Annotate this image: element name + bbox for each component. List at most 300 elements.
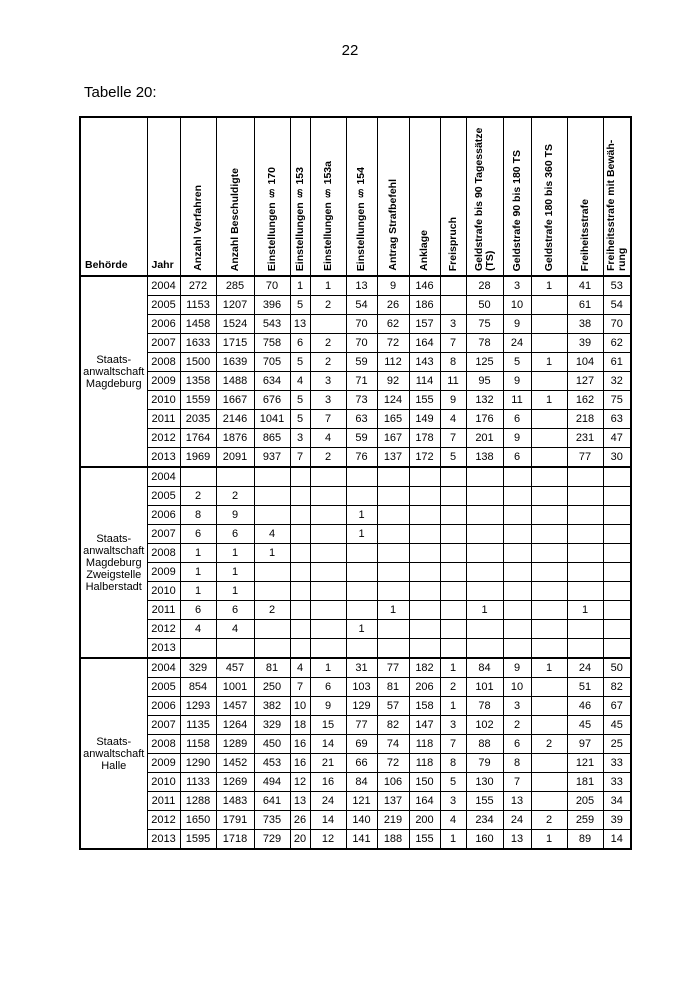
- value-cell: [440, 506, 466, 525]
- value-cell: 1: [531, 391, 567, 410]
- year-cell: 2009: [147, 563, 180, 582]
- value-cell: 1650: [180, 811, 216, 830]
- value-cell: 112: [377, 353, 409, 372]
- year-cell: 2007: [147, 525, 180, 544]
- value-cell: 15: [310, 716, 346, 735]
- value-cell: 7: [440, 334, 466, 353]
- year-cell: 2012: [147, 620, 180, 639]
- value-cell: 79: [466, 754, 503, 773]
- value-cell: 2091: [216, 448, 254, 468]
- value-cell: 705: [254, 353, 290, 372]
- header-row: [80, 117, 631, 276]
- value-cell: 66: [346, 754, 377, 773]
- value-cell: [290, 544, 310, 563]
- value-cell: 8: [440, 754, 466, 773]
- value-cell: [503, 487, 531, 506]
- value-cell: 758: [254, 334, 290, 353]
- value-cell: [254, 582, 290, 601]
- value-cell: [531, 639, 567, 659]
- value-cell: 329: [180, 658, 216, 678]
- value-cell: 1: [377, 601, 409, 620]
- value-cell: [603, 506, 631, 525]
- value-cell: 1135: [180, 716, 216, 735]
- value-cell: 160: [466, 830, 503, 850]
- value-cell: [377, 506, 409, 525]
- value-cell: 8: [503, 754, 531, 773]
- value-cell: 74: [377, 735, 409, 754]
- value-cell: 54: [603, 296, 631, 315]
- value-cell: 11: [503, 391, 531, 410]
- value-cell: [310, 525, 346, 544]
- value-cell: 45: [603, 716, 631, 735]
- value-cell: [567, 544, 603, 563]
- value-cell: 2035: [180, 410, 216, 429]
- value-cell: 1: [466, 601, 503, 620]
- value-cell: 200: [409, 811, 440, 830]
- value-cell: 82: [603, 678, 631, 697]
- value-cell: 78: [466, 334, 503, 353]
- value-cell: 1639: [216, 353, 254, 372]
- value-cell: [603, 563, 631, 582]
- value-cell: [409, 544, 440, 563]
- year-cell: 2006: [147, 506, 180, 525]
- table-row: [80, 830, 631, 850]
- value-cell: [216, 639, 254, 659]
- value-cell: 16: [290, 735, 310, 754]
- value-cell: [503, 582, 531, 601]
- value-cell: 2: [531, 735, 567, 754]
- value-cell: [290, 601, 310, 620]
- value-cell: [409, 639, 440, 659]
- value-cell: 4: [180, 620, 216, 639]
- value-cell: [466, 544, 503, 563]
- value-cell: 1264: [216, 716, 254, 735]
- value-cell: 9: [440, 391, 466, 410]
- value-cell: [567, 620, 603, 639]
- value-cell: 167: [377, 429, 409, 448]
- value-cell: 50: [603, 658, 631, 678]
- value-cell: 13: [290, 792, 310, 811]
- authority-cell: Staats-anwaltschaft Magdeburg: [80, 276, 147, 467]
- value-cell: 1: [180, 544, 216, 563]
- value-cell: [531, 410, 567, 429]
- year-cell: 2004: [147, 276, 180, 296]
- value-cell: 8: [180, 506, 216, 525]
- value-cell: 6: [180, 525, 216, 544]
- value-cell: [466, 487, 503, 506]
- value-cell: 219: [377, 811, 409, 830]
- column-header: [346, 117, 377, 276]
- year-cell: 2006: [147, 697, 180, 716]
- value-cell: 77: [346, 716, 377, 735]
- value-cell: 63: [346, 410, 377, 429]
- value-cell: 32: [603, 372, 631, 391]
- value-cell: 75: [603, 391, 631, 410]
- table-row: [80, 372, 631, 391]
- value-cell: [531, 601, 567, 620]
- value-cell: 1: [346, 506, 377, 525]
- table-row: [80, 353, 631, 372]
- value-cell: 457: [216, 658, 254, 678]
- value-cell: 453: [254, 754, 290, 773]
- value-cell: [290, 525, 310, 544]
- value-cell: [603, 620, 631, 639]
- value-cell: [503, 639, 531, 659]
- value-cell: 88: [466, 735, 503, 754]
- value-cell: 73: [346, 391, 377, 410]
- value-cell: 1: [216, 563, 254, 582]
- value-cell: [409, 487, 440, 506]
- value-cell: 231: [567, 429, 603, 448]
- value-cell: 157: [409, 315, 440, 334]
- value-cell: 6: [216, 525, 254, 544]
- value-cell: 9: [503, 658, 531, 678]
- year-cell: 2008: [147, 544, 180, 563]
- value-cell: [310, 506, 346, 525]
- value-cell: 1: [567, 601, 603, 620]
- value-cell: 735: [254, 811, 290, 830]
- value-cell: 450: [254, 735, 290, 754]
- value-cell: 5: [503, 353, 531, 372]
- value-cell: 25: [603, 735, 631, 754]
- value-cell: 1791: [216, 811, 254, 830]
- column-header-label: Freiheitsstrafe mit Bewäh-rung: [604, 139, 628, 271]
- value-cell: 1667: [216, 391, 254, 410]
- value-cell: 641: [254, 792, 290, 811]
- year-cell: 2008: [147, 353, 180, 372]
- table-row: [80, 639, 631, 659]
- value-cell: 1: [254, 544, 290, 563]
- value-cell: 53: [603, 276, 631, 296]
- value-cell: 106: [377, 773, 409, 792]
- value-cell: 3: [310, 391, 346, 410]
- year-cell: 2009: [147, 754, 180, 773]
- year-cell: 2010: [147, 773, 180, 792]
- value-cell: [466, 467, 503, 487]
- value-cell: 4: [254, 525, 290, 544]
- value-cell: [567, 582, 603, 601]
- value-cell: [603, 601, 631, 620]
- table-row: [80, 792, 631, 811]
- value-cell: 45: [567, 716, 603, 735]
- year-cell: 2011: [147, 410, 180, 429]
- value-cell: 164: [409, 334, 440, 353]
- value-cell: 59: [346, 429, 377, 448]
- header-authority: Behörde: [80, 117, 147, 276]
- value-cell: 72: [377, 754, 409, 773]
- column-header: [503, 117, 531, 276]
- value-cell: 186: [409, 296, 440, 315]
- value-cell: 3: [503, 697, 531, 716]
- value-cell: 3: [440, 315, 466, 334]
- value-cell: 143: [409, 353, 440, 372]
- value-cell: [254, 487, 290, 506]
- value-cell: 1: [531, 658, 567, 678]
- value-cell: 138: [466, 448, 503, 468]
- value-cell: [603, 525, 631, 544]
- value-cell: [567, 506, 603, 525]
- value-cell: 1458: [180, 315, 216, 334]
- value-cell: 6: [180, 601, 216, 620]
- value-cell: 1: [290, 276, 310, 296]
- value-cell: 146: [409, 276, 440, 296]
- value-cell: 865: [254, 429, 290, 448]
- value-cell: 1: [346, 620, 377, 639]
- value-cell: [254, 506, 290, 525]
- column-header-label: Geldstrafe bis 90 Tagessätze (TS): [472, 127, 496, 271]
- value-cell: 1: [310, 658, 346, 678]
- value-cell: [290, 620, 310, 639]
- value-cell: [254, 639, 290, 659]
- value-cell: [346, 563, 377, 582]
- value-cell: 63: [603, 410, 631, 429]
- value-cell: 13: [290, 315, 310, 334]
- value-cell: [310, 601, 346, 620]
- column-header-label: Einstellungen § 170: [265, 166, 278, 271]
- value-cell: [254, 467, 290, 487]
- value-cell: 3: [310, 372, 346, 391]
- value-cell: 1: [440, 830, 466, 850]
- table-body: [80, 276, 631, 849]
- value-cell: [310, 315, 346, 334]
- table-row: [80, 544, 631, 563]
- value-cell: 6: [503, 735, 531, 754]
- value-cell: 676: [254, 391, 290, 410]
- value-cell: 181: [567, 773, 603, 792]
- value-cell: [377, 525, 409, 544]
- value-cell: 2: [531, 811, 567, 830]
- value-cell: 10: [290, 697, 310, 716]
- value-cell: [567, 525, 603, 544]
- value-cell: 937: [254, 448, 290, 468]
- value-cell: 24: [310, 792, 346, 811]
- value-cell: 1764: [180, 429, 216, 448]
- value-cell: [531, 487, 567, 506]
- value-cell: 61: [567, 296, 603, 315]
- table-row: [80, 563, 631, 582]
- value-cell: 7: [290, 678, 310, 697]
- value-cell: 47: [603, 429, 631, 448]
- value-cell: 259: [567, 811, 603, 830]
- value-cell: 127: [567, 372, 603, 391]
- value-cell: 234: [466, 811, 503, 830]
- column-header: [603, 117, 631, 276]
- value-cell: [531, 678, 567, 697]
- value-cell: 7: [440, 735, 466, 754]
- value-cell: [567, 563, 603, 582]
- column-header-label: Anklage: [418, 230, 430, 271]
- value-cell: 14: [603, 830, 631, 850]
- value-cell: 70: [346, 334, 377, 353]
- column-header-label: Antrag Strafbefehl: [386, 179, 399, 271]
- value-cell: 4: [440, 811, 466, 830]
- value-cell: 118: [409, 754, 440, 773]
- value-cell: 10: [503, 678, 531, 697]
- value-cell: [310, 639, 346, 659]
- authority-cell: Staats-anwaltschaft Halle: [80, 658, 147, 849]
- value-cell: [290, 639, 310, 659]
- value-cell: 5: [440, 448, 466, 468]
- value-cell: [346, 467, 377, 487]
- value-cell: 494: [254, 773, 290, 792]
- year-cell: 2005: [147, 296, 180, 315]
- value-cell: 39: [603, 811, 631, 830]
- value-cell: 1: [346, 525, 377, 544]
- value-cell: 9: [310, 697, 346, 716]
- value-cell: 205: [567, 792, 603, 811]
- year-cell: 2007: [147, 716, 180, 735]
- value-cell: [531, 773, 567, 792]
- value-cell: 30: [603, 448, 631, 468]
- value-cell: 125: [466, 353, 503, 372]
- value-cell: 140: [346, 811, 377, 830]
- value-cell: 2: [440, 678, 466, 697]
- value-cell: 77: [567, 448, 603, 468]
- value-cell: 1718: [216, 830, 254, 850]
- value-cell: [440, 467, 466, 487]
- value-cell: 5: [290, 410, 310, 429]
- table-row: [80, 448, 631, 468]
- value-cell: [531, 429, 567, 448]
- value-cell: 4: [290, 372, 310, 391]
- year-cell: 2009: [147, 372, 180, 391]
- value-cell: 1: [180, 563, 216, 582]
- value-cell: [503, 506, 531, 525]
- value-cell: [310, 582, 346, 601]
- value-cell: 1457: [216, 697, 254, 716]
- value-cell: 1969: [180, 448, 216, 468]
- value-cell: 5: [290, 353, 310, 372]
- value-cell: 78: [466, 697, 503, 716]
- value-cell: 77: [377, 658, 409, 678]
- value-cell: [409, 582, 440, 601]
- value-cell: [377, 544, 409, 563]
- value-cell: 2: [310, 448, 346, 468]
- table-row: [80, 658, 631, 678]
- value-cell: [466, 506, 503, 525]
- value-cell: 121: [346, 792, 377, 811]
- value-cell: 130: [466, 773, 503, 792]
- value-cell: 147: [409, 716, 440, 735]
- value-cell: 1133: [180, 773, 216, 792]
- value-cell: 10: [503, 296, 531, 315]
- header-year: Jahr: [147, 117, 180, 276]
- value-cell: 76: [346, 448, 377, 468]
- value-cell: 13: [346, 276, 377, 296]
- value-cell: 118: [409, 735, 440, 754]
- value-cell: 97: [567, 735, 603, 754]
- value-cell: 4: [216, 620, 254, 639]
- value-cell: 155: [409, 830, 440, 850]
- column-header: [531, 117, 567, 276]
- value-cell: 50: [466, 296, 503, 315]
- value-cell: 95: [466, 372, 503, 391]
- value-cell: 13: [503, 830, 531, 850]
- column-header-label: Einstellungen § 153a: [321, 160, 334, 271]
- value-cell: 1524: [216, 315, 254, 334]
- value-cell: 162: [567, 391, 603, 410]
- value-cell: 2: [503, 716, 531, 735]
- table-row: [80, 811, 631, 830]
- value-cell: 13: [503, 792, 531, 811]
- column-header: [216, 117, 254, 276]
- value-cell: 20: [290, 830, 310, 850]
- value-cell: 62: [377, 315, 409, 334]
- value-cell: 329: [254, 716, 290, 735]
- value-cell: [180, 639, 216, 659]
- value-cell: [377, 487, 409, 506]
- value-cell: [377, 620, 409, 639]
- value-cell: 150: [409, 773, 440, 792]
- value-cell: 75: [466, 315, 503, 334]
- year-cell: 2011: [147, 601, 180, 620]
- value-cell: [290, 467, 310, 487]
- value-cell: 70: [346, 315, 377, 334]
- value-cell: 1559: [180, 391, 216, 410]
- value-cell: 1: [180, 582, 216, 601]
- table-row: [80, 296, 631, 315]
- value-cell: 9: [377, 276, 409, 296]
- value-cell: [531, 792, 567, 811]
- year-cell: 2005: [147, 487, 180, 506]
- value-cell: 62: [603, 334, 631, 353]
- value-cell: [503, 544, 531, 563]
- value-cell: [440, 296, 466, 315]
- value-cell: [531, 467, 567, 487]
- value-cell: 2: [310, 334, 346, 353]
- value-cell: 121: [567, 754, 603, 773]
- value-cell: 9: [216, 506, 254, 525]
- value-cell: [503, 563, 531, 582]
- value-cell: 1158: [180, 735, 216, 754]
- value-cell: [409, 467, 440, 487]
- value-cell: [377, 467, 409, 487]
- value-cell: 69: [346, 735, 377, 754]
- value-cell: 155: [466, 792, 503, 811]
- column-header-label: Anzahl Beschuldigte: [228, 167, 241, 271]
- value-cell: 218: [567, 410, 603, 429]
- table-title: Tabelle 20:: [84, 84, 157, 101]
- value-cell: 201: [466, 429, 503, 448]
- table-row: [80, 315, 631, 334]
- year-cell: 2013: [147, 830, 180, 850]
- value-cell: 2: [216, 487, 254, 506]
- value-cell: 4: [310, 429, 346, 448]
- value-cell: 1289: [216, 735, 254, 754]
- value-cell: 129: [346, 697, 377, 716]
- value-cell: [466, 525, 503, 544]
- value-cell: 1: [440, 658, 466, 678]
- value-cell: 1153: [180, 296, 216, 315]
- value-cell: 1358: [180, 372, 216, 391]
- value-cell: [531, 315, 567, 334]
- value-cell: [603, 467, 631, 487]
- year-cell: 2012: [147, 811, 180, 830]
- value-cell: 82: [377, 716, 409, 735]
- value-cell: 1500: [180, 353, 216, 372]
- column-header: [290, 117, 310, 276]
- table-row: [80, 276, 631, 296]
- value-cell: 3: [503, 276, 531, 296]
- value-cell: 5: [440, 773, 466, 792]
- page-number: 22: [341, 42, 359, 59]
- table-row: [80, 391, 631, 410]
- value-cell: 6: [503, 448, 531, 468]
- year-cell: 2010: [147, 582, 180, 601]
- year-cell: 2013: [147, 448, 180, 468]
- value-cell: 1041: [254, 410, 290, 429]
- column-header: [440, 117, 466, 276]
